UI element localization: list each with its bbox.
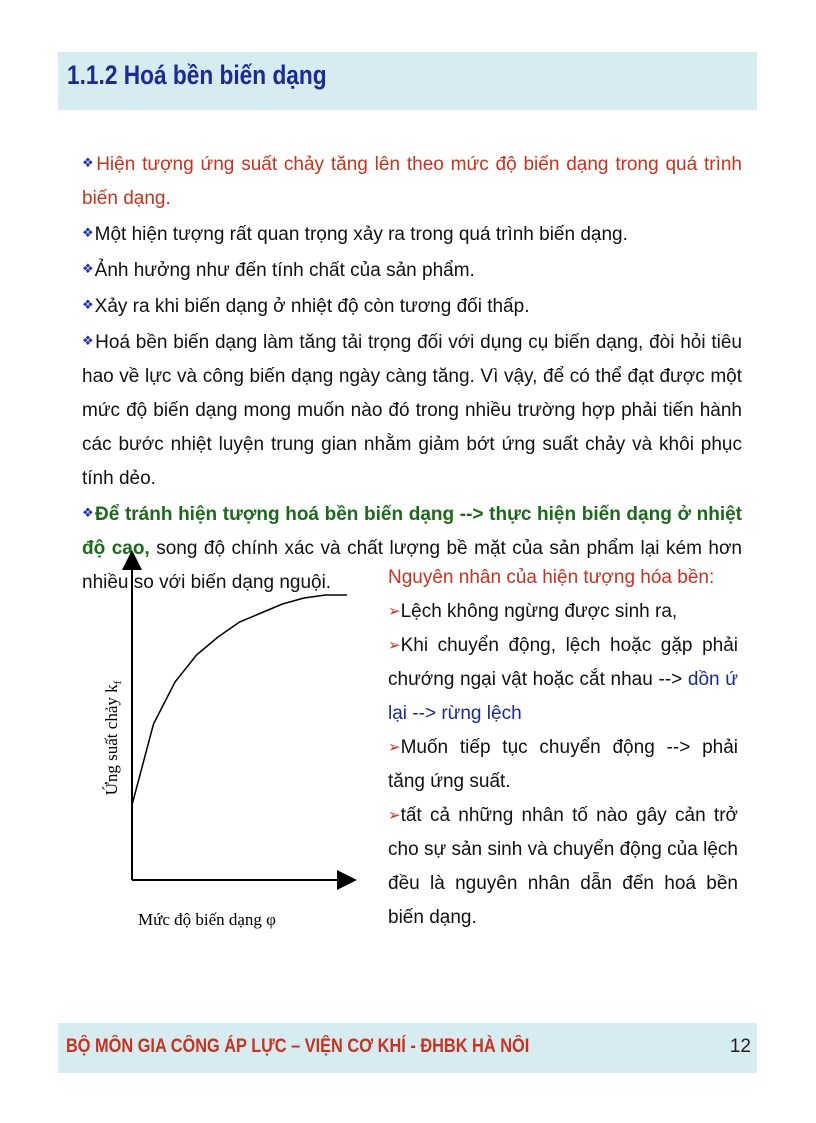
bullet-item: ❖Ảnh hưởng như đến tính chất của sản phẩm. [82,260,475,281]
page-title: 1.1.2 Hoá bền biến dạng [67,60,327,90]
cause-item: ➢tất cả những nhân tố nào gây cản trở cho sự sản sinh và chuyển động của lệch đều là nguyên nhân dẫn đến hoá bền biến dạng. [388,805,738,928]
bullet-item: ❖Một hiện tượng rất quan trọng xảy ra trong quá trình biến dạng. [82,224,628,245]
bullet-item: ❖Hiện tượng ứng suất chảy tăng lên theo mức độ biến dạng trong quá trình biến dạng. [82,154,742,209]
highlight-text: dồn ứ lại --> rừng lệch [388,669,738,724]
flow-stress-curve [132,595,347,805]
bullet-list [82,146,742,600]
header-bar [58,52,757,110]
cause-item: ➢Lệch không ngừng được sinh ra, [388,601,678,622]
arrow-bullet-icon: ➢ [388,739,401,756]
bullet-item: ❖Để tránh hiện tượng hoá bền biến dạng --> thực hiện biến dạng ở nhiệt độ cao, song độ chính xác và chất lượng bề mặt của sản phẩm lại kém hơn nhiều so với biến dạng nguội. [82,504,742,593]
causes-block [388,561,738,935]
bullet-item: ❖Hoá bền biến dạng làm tăng tải trọng đối với dụng cụ biến dạng, đòi hỏi tiêu hao về lực và công biến dạng ngày càng tăng. Vì vậy, để có thể đạt được một mức độ biến dạng mong muốn nào đó trong nhiều trường hợp phải tiến hành các bước nhiệt luyện trung gian nhằm giảm bớt ứng suất chảy và khôi phục tính dẻo. [82,332,742,489]
emphasis-text: Để tránh hiện tượng hoá bền biến dạng --> thực hiện biến dạng ở nhiệt độ cao, [82,504,742,559]
diamond-bullet-icon: ❖ [82,155,96,170]
hardening-curve-chart [95,548,375,948]
y-axis-label: Ứng suất chảy $k_f$ [102,680,124,796]
footer-bar [58,1023,757,1073]
diamond-bullet-icon: ❖ [82,225,94,240]
arrow-bullet-icon: ➢ [388,807,401,824]
cause-item: ➢Muốn tiếp tục chuyển động --> phải tăng ứng suất. [388,737,738,792]
x-axis-label: Mức độ biến dạng φ [137,910,277,929]
page-number: 12 [729,1036,751,1057]
diamond-bullet-icon: ❖ [82,261,94,276]
causes-title: Nguyên nhân của hiện tượng hóa bền: [388,567,715,588]
arrow-bullet-icon: ➢ [388,637,401,654]
bullet-item: ❖Xảy ra khi biến dạng ở nhiệt độ còn tương đối thấp. [82,296,530,317]
diamond-bullet-icon: ❖ [82,333,95,348]
diamond-bullet-icon: ❖ [82,505,95,520]
arrow-bullet-icon: ➢ [388,603,401,620]
cause-item: ➢Khi chuyển động, lệch hoặc gặp phải chướng ngại vật hoặc cắt nhau --> dồn ứ lại --> rừng lệch [388,635,738,724]
footer-text: BỘ MÔN GIA CÔNG ÁP LỰC – VIỆN CƠ KHÍ - ĐHBK HÀ NÔI [66,1036,530,1057]
diamond-bullet-icon: ❖ [82,297,94,312]
